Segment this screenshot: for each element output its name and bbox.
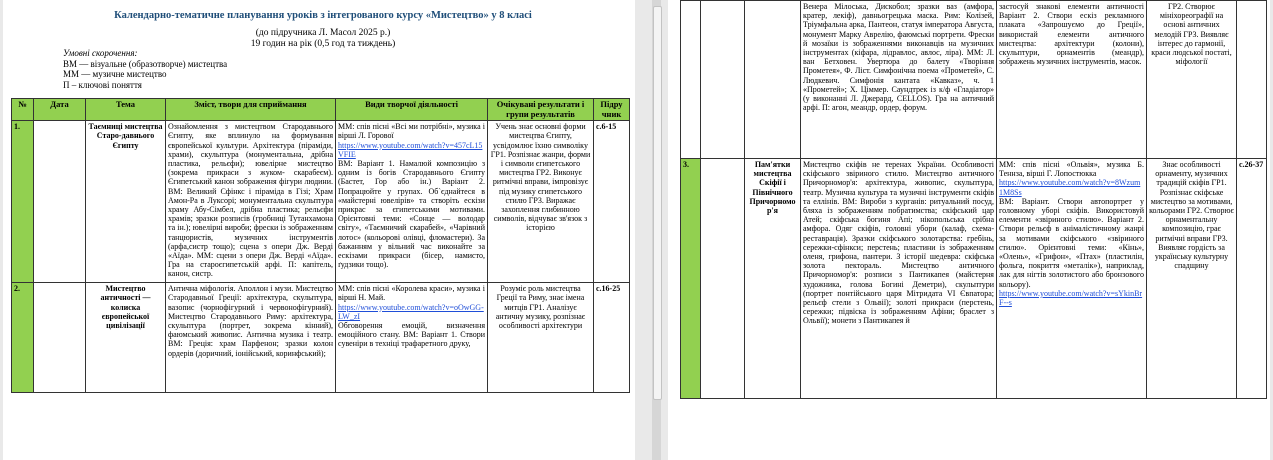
row-date[interactable] bbox=[34, 283, 86, 393]
row-results: Учень знає основні форми мистецтва Єгипту, усвідомлює їхню символіку ГР1. Розпізнає жанри, форми і символи єгипетського мистецтва ГР2. Виконує ритмічні вправи, імпровізує під музику єгипетського стилю ГР3. Виражає захоплення глибинною символів, відчуває зв'язок з історією bbox=[488, 121, 594, 283]
row-date[interactable] bbox=[701, 1, 745, 159]
row-results: Розуміє роль мистецтва Греції та Риму, знає імена митців ГР1. Аналізує античну музику, розпізнає особливості архітектури bbox=[488, 283, 594, 393]
row-activities bbox=[336, 121, 488, 283]
row-pages: с.6-15 bbox=[594, 121, 630, 283]
youtube-link[interactable]: https://www.youtube.com/watch?v=oOwGG-LW_zI bbox=[338, 302, 484, 321]
youtube-link[interactable]: https://www.youtube.com/watch?v=sYkinBrF--s bbox=[999, 288, 1143, 308]
document-title: Календарно-тематичне планування уроків з інтегрованого курсу «Мистецтво» у 8 класі bbox=[114, 10, 532, 21]
activity-song: ММ: спів пісні «Ольвія», музика Б. Теннза, вірші Г. Лопостюкка bbox=[999, 160, 1144, 179]
row-topic bbox=[745, 1, 801, 159]
activity-art: ВМ: Варіант. Створи автопортрет у головному уборі скіфів. Використовуй елементи «звіриного стилю». Варіант 2. Створи рельєф в анімалістичному жанрі за мотивами скіфського «звіриного стилю». Орієнтовні теми: «Кінь», «Олень», «Грифон», «Птах» (пластилін, фольга, покриття «металік»), наприклад, лак для нігтів золотистого або бронзового кольору). bbox=[999, 196, 1144, 289]
row-number: 1. bbox=[12, 121, 34, 283]
row-pages: с.26-37 bbox=[1237, 159, 1267, 399]
header-content: Зміст, твори для сприймання bbox=[166, 99, 336, 121]
row-activities bbox=[997, 159, 1147, 399]
table-row bbox=[12, 283, 630, 393]
row-date[interactable] bbox=[701, 159, 745, 399]
row-content: Антична міфологія. Аполлон і музи. Мистецтво Стародавньої Греції: архітектура, скульптура, вазопис (чорнофігурний і червонофігурний). Мистецтво Стародавнього Риму: архітектура, скульптура (портрет, зокрема кінний), фаюмський живопис. Антична музика і театр. ВМ: Греція: храм Парфенон; зразки колон ордерів (доричний, іонійський, коринфський); bbox=[166, 283, 336, 393]
row-content: Ознайомлення з мистецтвом Стародавнього Єгипту, яке вплинуло на формування європейської культури. Архітектура (піраміди, храми), скульптура (монументальна, дрібна пластика, рельєфи); ювелірне мистецтво (зокрема прикраси з жуком- скарабеєм). Єгипетський канон зображення фігури людини. ВМ: Великий Сфінкс і піраміда в Гізі; Храм Амон-Ра в Луксорі; монументальна скульптура храму Абу-Сімбел, дрібна пластика; рельєфи храмів; зразки розписів (гробниці Тутанхамона та ін.); ювелірні вироби; фрески із зображенням танцюристів, музичних інструментів (арфа,систр тощо); сцена з опери Дж. Верді «Аїда». ММ: сцени з опери Дж. Верді «Аїда». Гра на староєгипетській арфі. П: капітель, канон, систр. bbox=[166, 121, 336, 283]
lesson-plan-table bbox=[11, 98, 630, 393]
row-results: ГР2. Створює мініхореографії на основі античних мелодій ГР3. Виявляє інтерес до гармонії, краси людської постаті, міфології bbox=[1147, 1, 1237, 159]
row-number bbox=[681, 1, 701, 159]
row-content: Венера Мілоська, Дискобол; зразки ваз (амфора, кратер, лекіф), давньогрецька маска. Рим: Колізей, Тріумфальна арка, Пантеон, статуя імператора Августа, монумент Марку Аврелію, фаюмські портрети. Фрески й мозаїки із зображеннями виконавців на музичних інструментах (кіфара, лідравлос, авлос, ліра). ММ: Л. ван Бетховен. Увертюра до балету «Творіння Прометея», Ф. Ліст. Симфонічна поема «Прометей», С. Людкевич. Симфонія кантата «Кавказ», ч. 1 «Прометей»; Х. Ціммер. Саундтрек із к/ф «Гладіатор» (у виконанні Л. Джерард, CELLOS). Гра на античний арфі. П: агон, меандр, ордер, форум. bbox=[801, 1, 997, 159]
activity-art: Обговорення емоцій, визначення емоційного стану. ВМ: Варіант 1. Створи сувеніри в техніці трафаретного друку, bbox=[338, 321, 485, 349]
youtube-link[interactable]: https://www.youtube.com/watch?v=8Wzum1M8Ss bbox=[999, 178, 1141, 197]
table-row bbox=[12, 121, 630, 283]
row-date[interactable] bbox=[34, 121, 86, 283]
table-row-continued bbox=[681, 1, 1267, 159]
subtitle-hours: 19 годин на рік (0,5 год та тиждень) bbox=[250, 39, 396, 49]
header-number: № bbox=[12, 99, 34, 121]
row-pages: с.16-25 bbox=[594, 283, 630, 393]
row-topic: Таємниці мистецтва Старо-давнього Єгипту bbox=[86, 121, 166, 283]
activity-art: ВМ: Варіант 1. Намалюй композицію з одним із богів Стародавнього Єгипту (Бастет, Гор або ін.) Варіант 2. Попрацюйте у групах. Об`єднайтеся в «майстерні ювелірів» та створіть ескізи прикрас за єгипетськими мотивами. Орієнтовні теми: «Сонце — володар світу», «Таємничий скарабей», «Чарівний лотос» (кольорові олівці, фломастери). За бажанням у вільний час виконайте за ескізами прикраси (бісер, намисто, ґудзики тощо). bbox=[338, 159, 485, 270]
header-topic: Тема bbox=[86, 99, 166, 121]
document-subtitle bbox=[113, 28, 533, 50]
abbreviations-heading: Умовні скорочення: bbox=[63, 48, 138, 58]
header-results: Очікувані результати і групи результатів bbox=[488, 99, 594, 121]
header-date: Дата bbox=[34, 99, 86, 121]
row-number: 2. bbox=[12, 283, 34, 393]
row-activities bbox=[336, 283, 488, 393]
subtitle-textbook: (до підручника Л. Масол 2025 р.) bbox=[255, 28, 391, 38]
document-page-2 bbox=[668, 0, 1270, 460]
activity-song: ММ: спів пісні «Королева краси», музика і вірші Н. Май. bbox=[338, 284, 485, 303]
lesson-plan-table-continued bbox=[680, 0, 1267, 399]
row-pages bbox=[1237, 1, 1267, 159]
header-activities: Види творчої діяльності bbox=[336, 99, 488, 121]
row-activities: застосуй знакові елементи античності Варіант 2. Створи ескіз рекламного плаката «Запрошуємо до Греції», використай елементи античного мистецтва: архітектури (колони), скульптури, орнаментів (меандр), зображень музичних інструментів, масок. bbox=[997, 1, 1147, 159]
activity-song: ММ: спів пісні «Всі ми потрібні», музика і вірші Л. Горової bbox=[338, 122, 485, 141]
abbreviation-item: ВМ — візуальне (образотворче) мистецтва bbox=[63, 58, 228, 69]
row-number: 3. bbox=[681, 159, 701, 399]
header-textbook: Підру чник bbox=[594, 99, 630, 121]
table-row bbox=[681, 159, 1267, 399]
table-header-row bbox=[12, 99, 630, 121]
youtube-link[interactable]: https://www.youtube.com/watch?v=457cL15VFIE bbox=[338, 140, 483, 159]
row-topic: Пам'ятки мистецтва Скіфії і Північного Причорномо р'я bbox=[745, 159, 801, 399]
row-content: Мистецтво скіфів не теренах України. Особливості скіфського звіриного стилю. Мистецтво античного Причорномор'я: архітектура, живопис, скульптура, театр. Музична культура та музичні інструменти скіфів та еллінів. ВМ: Вироби з курганів: ритуальний посуд, бляха із зображенням побратимства; скіфський цар Атей; скіфська богиня Апі; нікопольська срібна амфора. Одяг скіфів, головні убори (калаф, схема-реставрація). Зразки скіфського золотарства: гребінь, сережки-сфінкси; перстень; пластини із зображенням оленя, грифона, пантери. З історії шедевра: скіфська золота пектораль. Мистецтво античного Причорномор'я: розписи з Пантикапея (майстерня художника, голова Богині Деметри), скульптури (портрет понтійського царя Мітридата VI Євпатора; рельєф стели з Ольвії); золоті прикраси (перстень, сережки; підвіска із зображенням Афіни; браслет з Ольвії); монети з Пантикапея й bbox=[801, 159, 997, 399]
row-results: Знає особливості орнаменту, музичних традицій скіфів ГР1. Розпізнає скіфське мистецтво за мотивами, кольорами ГР2. Створює орнаментальну композицію, грає ритмічні вправи ГР3. Виявляє гордість за українську культурну спадщину bbox=[1147, 159, 1237, 399]
scrollbar-thumb[interactable] bbox=[653, 6, 662, 400]
document-page-1 bbox=[3, 0, 635, 460]
row-topic: Мистецтво античності — колиска європейської цивілізації bbox=[86, 283, 166, 393]
abbreviation-item: ММ — музичне мистецтво bbox=[63, 69, 167, 79]
abbreviations-block bbox=[63, 48, 227, 90]
abbreviation-item: П – ключові поняття bbox=[63, 79, 142, 90]
